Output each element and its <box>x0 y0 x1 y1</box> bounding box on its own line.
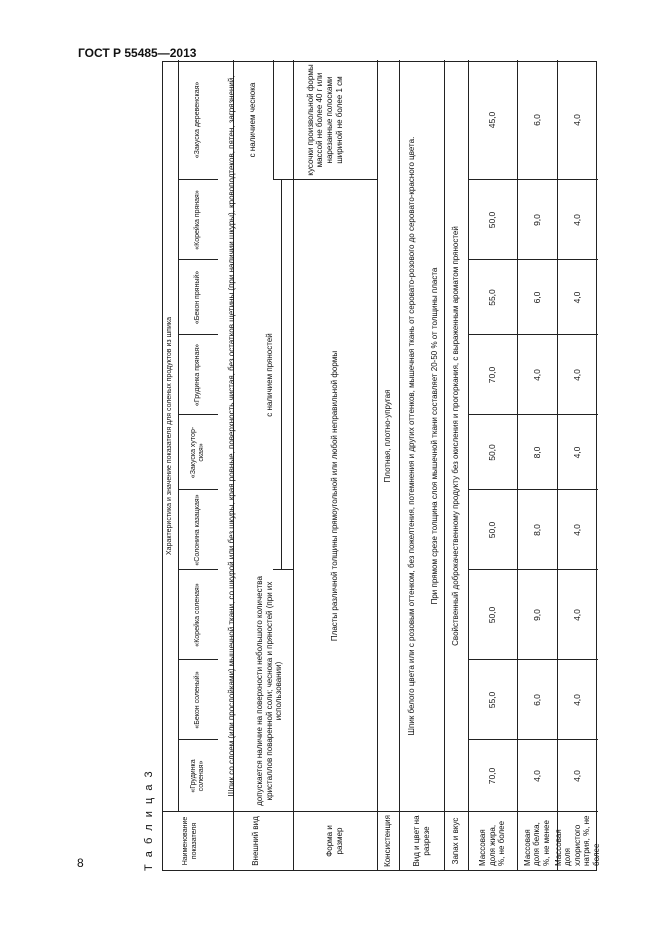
product-header: «Закуска деревенская» <box>193 81 201 159</box>
appearance-salted: допускается наличие на поверхности небольшого количества кристаллов поваренной соли; чеснока и пряностей (при их использовании) <box>255 576 284 806</box>
product-header: «Грудинка пряная» <box>193 343 201 407</box>
fat-value: 45,0 <box>487 111 498 129</box>
shape-village: кусочки произвольной формы массой не более 40 г или нарезанные полосками шириной не более 1 см <box>305 64 344 176</box>
fat-value: 55,0 <box>487 691 498 709</box>
group-header: Характеристика и значение показателя для соленых продуктов из шпика <box>166 317 174 555</box>
fat-value: 70,0 <box>487 767 498 785</box>
protein-value: 6,0 <box>531 694 542 706</box>
appearance-common: Шпик со слоем (или прослойками) мышечной ткани, со шкурой или без шкуры, края ровные, поверхность чистая, без остатков щетины (при наличии шкуры), кровоподтеков, пятен, загрязнений, <box>227 75 237 797</box>
salt-value: 4,0 <box>572 369 583 381</box>
protein-value: 8,0 <box>531 524 542 536</box>
product-header: «Солонина казацкая» <box>193 494 201 566</box>
protein-value: 9,0 <box>531 214 542 226</box>
protein-value: 8,0 <box>531 446 542 459</box>
product-header: «Грудинка соленая» <box>189 759 205 793</box>
protein-value: 4,0 <box>531 770 542 782</box>
salt-value: 4,0 <box>572 114 583 126</box>
fat-value: 50,0 <box>487 606 498 624</box>
row-name-salt: Массовая доля хлористого натрия, %, не более <box>553 815 601 866</box>
row-name-fat: Массовая доля жира, %, не более <box>478 820 507 866</box>
salt-value: 4,0 <box>572 524 583 536</box>
row-name-protein: Массовая доля белка, %, не менее <box>522 820 551 866</box>
cut-line1: Шпик белого цвета или с розовым оттенком, без пожелтения, потемнения и других оттенков, мышечная ткань от серовато-розового до серовато-красного цвета. <box>407 136 417 736</box>
appearance-village: с наличием чеснока <box>248 82 258 158</box>
cut-line2: При прямом срезе толщина слоя мышечной ткани составляет 20-50 % от толщины пласта <box>429 267 439 605</box>
row-name-consistency: Консистенция <box>383 815 393 867</box>
fat-value: 50,0 <box>487 521 498 539</box>
appearance-spicy: с наличием пряностей <box>264 333 274 417</box>
fat-value: 50,0 <box>487 444 498 461</box>
product-header: «Корейка пряная» <box>193 190 201 250</box>
table-3 <box>162 61 601 871</box>
protein-value: 6,0 <box>531 291 542 304</box>
salt-value: 4,0 <box>572 291 583 304</box>
salt-value: 4,0 <box>572 446 583 459</box>
product-header: «Бекон соленый» <box>193 671 201 729</box>
consistency-value: Плотная, плотно-упругая <box>383 389 393 483</box>
salt-value: 4,0 <box>572 694 583 706</box>
protein-value: 4,0 <box>531 369 542 381</box>
table-caption: Т а б л и ц а 3 <box>143 769 155 871</box>
salt-value: 4,0 <box>572 770 583 782</box>
shape-common: Пласты различной толщины прямоугольной или любой неправильной формы <box>330 350 340 642</box>
row-name-smell: Запах и вкус <box>451 817 461 865</box>
row-name-shape: Форма и размер <box>325 825 344 857</box>
salt-value: 4,0 <box>572 609 583 621</box>
protein-value: 9,0 <box>531 609 542 621</box>
row-name-cut: Вид и цвет на разрезе <box>411 815 431 867</box>
salt-value: 4,0 <box>572 214 583 226</box>
page-number: 8 <box>77 856 84 870</box>
product-header: «Бекон пряный» <box>193 270 201 325</box>
product-header: «Корейка соленая» <box>193 583 201 647</box>
rotated-table-block <box>141 61 601 871</box>
col-header-indicator: Наименование показателя <box>182 816 198 866</box>
smell-value: Свойственный доброкачественному продукту без окисления и прогоркания, с выраженным ароматом пряностей <box>451 226 461 646</box>
row-name-appearance: Внешний вид <box>250 816 260 866</box>
fat-value: 50,0 <box>487 211 498 229</box>
document-header: ГОСТ Р 55485—2013 <box>78 46 197 60</box>
fat-value: 55,0 <box>487 289 498 306</box>
product-header: «Закуска хутор-ская» <box>189 426 205 479</box>
protein-value: 6,0 <box>531 114 542 126</box>
fat-value: 70,0 <box>487 366 498 384</box>
